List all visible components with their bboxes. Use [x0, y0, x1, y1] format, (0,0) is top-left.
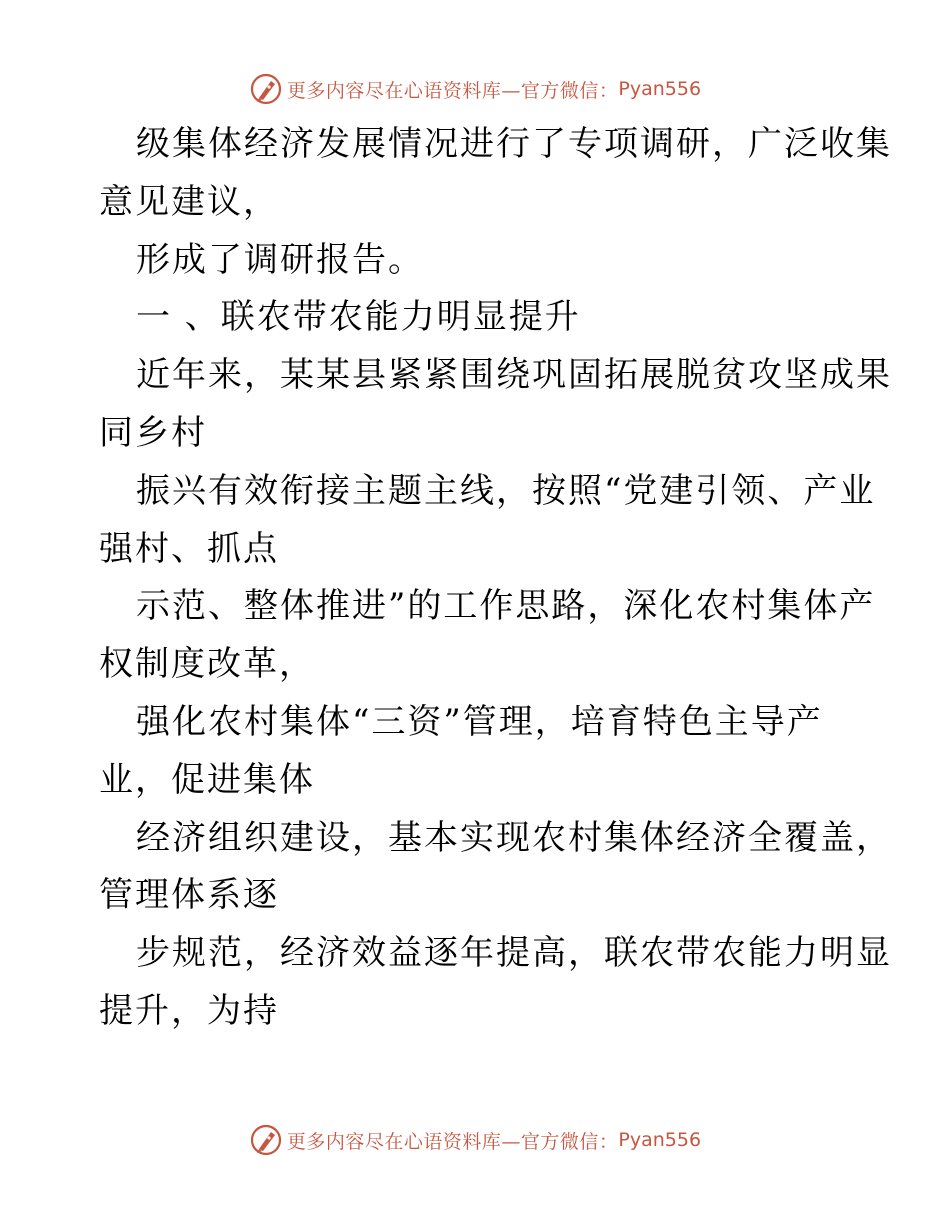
text-line: 示范、整体推进”的工作思路，深化农村集体产 — [136, 586, 876, 627]
text-line: 经济组织建设，基本实现农村集体经济全覆盖， — [136, 817, 892, 858]
text-line: 意见建议， — [99, 181, 279, 222]
text-line: 级集体经济发展情况进行了专项调研，广泛收集 — [136, 124, 892, 164]
wechat-id: Pyan556 — [618, 1129, 702, 1151]
header-watermark — [0, 69, 950, 109]
section-heading: 一 、联农带农能力明显提升 — [136, 297, 581, 338]
text-line: 同乡村 — [99, 412, 207, 453]
text-line: 业，促进集体 — [99, 759, 315, 800]
text-line: 管理体系逐 — [99, 875, 279, 916]
wechat-id: Pyan556 — [618, 78, 702, 100]
text-line: 权制度改革， — [99, 644, 315, 685]
text-line: 提升，为持 — [99, 990, 279, 1031]
text-line: 近年来，某某县紧紧围绕巩固拓展脱贫攻坚成果 — [136, 355, 892, 396]
text-line: 强化农村集体“三资”管理，培育特色主导产 — [136, 701, 823, 742]
text-line: 振兴有效衔接主题主线，按照“党建引领、产业 — [136, 470, 876, 511]
text-line: 强村、抓点 — [99, 528, 279, 569]
pen-nib-icon — [249, 72, 283, 106]
document-body — [99, 116, 892, 1041]
watermark-text: 更多内容尽在心语资料库—官方微信： — [286, 1130, 619, 1153]
footer-watermark — [0, 1120, 950, 1160]
text-line: 形成了调研报告。 — [136, 239, 424, 280]
pen-nib-icon — [249, 1123, 283, 1157]
text-line: 步规范，经济效益逐年提高，联农带农能力明显 — [136, 933, 892, 974]
watermark-text: 更多内容尽在心语资料库—官方微信： — [286, 79, 619, 102]
